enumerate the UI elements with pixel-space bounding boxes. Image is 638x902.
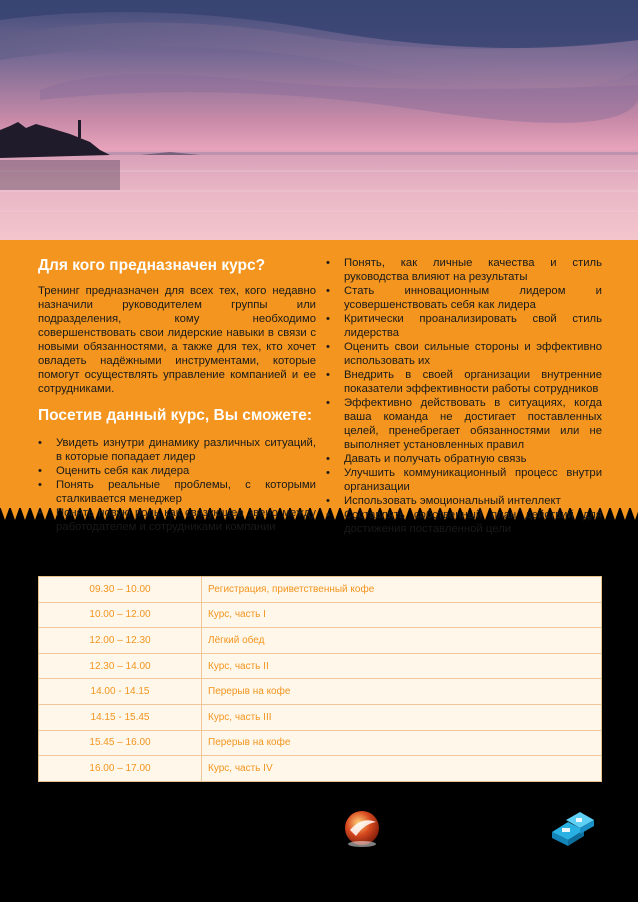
list-item: • Стать инновационным лидером и усовершенствовать себя как лидера <box>326 285 602 311</box>
list-item: • Понять, как личные качества и стиль руководства влияют на результаты <box>326 257 602 283</box>
time-cell: 15.45 – 16.00 <box>39 731 202 756</box>
table-row <box>39 679 601 705</box>
list-item: • Составлять собственный план действий для достижения поставленной цели <box>326 509 602 535</box>
list-item: • Увидеть изнутри динамику различных ситуаций, в которые попадает лидер <box>38 437 316 463</box>
right-column <box>326 256 602 536</box>
activity-cell: Перерыв на кофе <box>208 686 291 698</box>
list-item: • Оценить себя как лидера <box>38 465 190 477</box>
blue-block-logo <box>548 812 598 848</box>
list-item: • Оценить свои сильные стороны и эффективно использовать их <box>326 341 602 367</box>
time-cell: 12.00 – 12.30 <box>39 628 202 653</box>
list-item: • Понять новую роль как связующее звено между работодателем и сотрудниками компании <box>38 507 316 533</box>
list-item: • Эффективно действовать в ситуациях, когда ваша команда не достигает поставленных целей, пренебрегает обязанностями или не выполняет установленных правил <box>326 397 602 451</box>
left-column <box>38 256 316 534</box>
activity-cell: Курс, часть I <box>208 609 266 621</box>
activity-cell: Курс, часть II <box>208 660 269 672</box>
schedule-table <box>38 576 602 782</box>
table-row <box>39 654 601 680</box>
intro-paragraph: Тренинг предназначен для всех тех, кого недавно назначили руководителем группы или подразделения, кому необходимо совершенствовать свои лидерские навыки в связи с новыми обязанностями, а также для тех, кто хочет овладеть надёжными инструментами, которые помогут осуществлять управление компанией и ее сотрудниками. <box>38 285 316 395</box>
heading-outcomes: Посетив данный курс, Вы сможете: <box>38 407 312 424</box>
activity-cell: Курс, часть IV <box>208 762 273 774</box>
outcomes-list-right <box>326 256 602 536</box>
list-item: • Критически проанализировать свой стиль лидерства <box>326 313 602 339</box>
list-item: • Улучшить коммуникационный процесс внутри организации <box>326 467 602 493</box>
time-cell: 10.00 – 12.00 <box>39 603 202 628</box>
table-row <box>39 705 601 731</box>
time-cell: 16.00 – 17.00 <box>39 756 202 781</box>
table-row <box>39 756 601 781</box>
table-row <box>39 603 601 629</box>
list-item: • Использовать эмоциональный интеллект <box>326 495 561 507</box>
table-row <box>39 731 601 757</box>
list-item: • Внедрить в своей организации внутренние показатели эффективности работы сотрудников <box>326 369 602 395</box>
time-cell: 09.30 – 10.00 <box>39 577 202 602</box>
activity-cell: Курс, часть III <box>208 711 272 723</box>
list-item: • Давать и получать обратную связь <box>326 453 527 465</box>
outcomes-list-left <box>38 436 316 534</box>
time-cell: 14.00 - 14.15 <box>39 679 202 704</box>
sunset-sea-photo <box>0 0 638 240</box>
time-cell: 14.15 - 15.45 <box>39 705 202 730</box>
heading-target-audience: Для кого предназначен курс? <box>38 257 266 274</box>
red-sphere-logo <box>342 808 382 848</box>
activity-cell: Регистрация, приветственный кофе <box>208 583 375 595</box>
table-row <box>39 577 601 603</box>
activity-cell: Перерыв на кофе <box>208 737 291 749</box>
list-item: • Понять реальные проблемы, с которыми сталкивается менеджер <box>38 479 316 505</box>
time-cell: 12.30 – 14.00 <box>39 654 202 679</box>
table-row <box>39 628 601 654</box>
activity-cell: Лёгкий обед <box>208 634 265 646</box>
